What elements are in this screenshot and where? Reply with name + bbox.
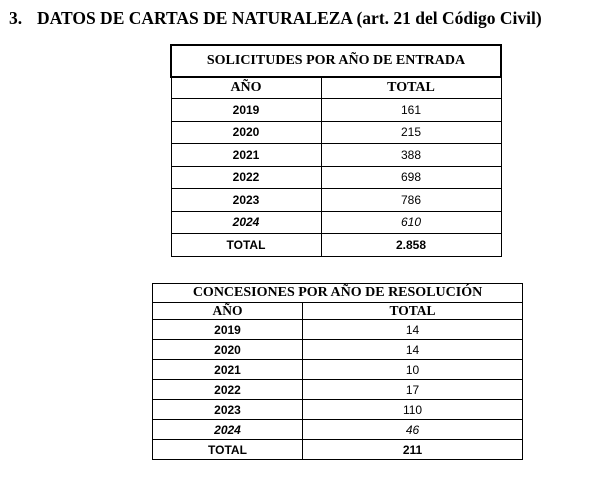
section-heading (9, 8, 542, 29)
table-caption: CONCESIONES POR AÑO DE RESOLUCIÓN (153, 284, 523, 303)
table-row (153, 400, 523, 420)
year-cell: 2020 (153, 340, 303, 360)
total-cell: 698 (321, 166, 501, 189)
column-header-total: TOTAL (321, 77, 501, 99)
total-cell: 10 (303, 360, 523, 380)
year-cell: 2024 (171, 211, 321, 234)
column-header-total: TOTAL (303, 303, 523, 320)
total-cell: 161 (321, 99, 501, 122)
total-cell: 46 (303, 420, 523, 440)
year-cell: 2019 (171, 99, 321, 122)
column-header-year: AÑO (153, 303, 303, 320)
total-value: 211 (303, 440, 523, 460)
total-cell: 14 (303, 320, 523, 340)
table-row (153, 340, 523, 360)
section-number: 3. (9, 8, 23, 28)
year-cell: 2020 (171, 121, 321, 144)
total-cell: 610 (321, 211, 501, 234)
table-row (153, 320, 523, 340)
table-row (153, 380, 523, 400)
table-caption: SOLICITUDES POR AÑO DE ENTRADA (171, 45, 501, 77)
total-cell: 215 (321, 121, 501, 144)
table-row (171, 211, 501, 234)
year-cell: 2021 (171, 144, 321, 167)
year-cell: 2023 (153, 400, 303, 420)
table-row (171, 189, 501, 212)
table-row (171, 121, 501, 144)
total-cell: 786 (321, 189, 501, 212)
section-title: DATOS DE CARTAS DE NATURALEZA (art. 21 del Código Civil) (37, 8, 542, 28)
total-cell: 17 (303, 380, 523, 400)
table-total-row (153, 440, 523, 460)
concesiones-table (152, 283, 523, 460)
year-cell: 2021 (153, 360, 303, 380)
total-cell: 14 (303, 340, 523, 360)
total-label: TOTAL (171, 234, 321, 257)
solicitudes-table (170, 44, 502, 257)
year-cell: 2024 (153, 420, 303, 440)
table-row (153, 420, 523, 440)
total-label: TOTAL (153, 440, 303, 460)
table-row (171, 144, 501, 167)
total-cell: 110 (303, 400, 523, 420)
year-cell: 2019 (153, 320, 303, 340)
year-cell: 2023 (171, 189, 321, 212)
table-row (171, 99, 501, 122)
table-row (153, 360, 523, 380)
total-value: 2.858 (321, 234, 501, 257)
column-header-year: AÑO (171, 77, 321, 99)
year-cell: 2022 (171, 166, 321, 189)
total-cell: 388 (321, 144, 501, 167)
table-total-row (171, 234, 501, 257)
year-cell: 2022 (153, 380, 303, 400)
table-row (171, 166, 501, 189)
